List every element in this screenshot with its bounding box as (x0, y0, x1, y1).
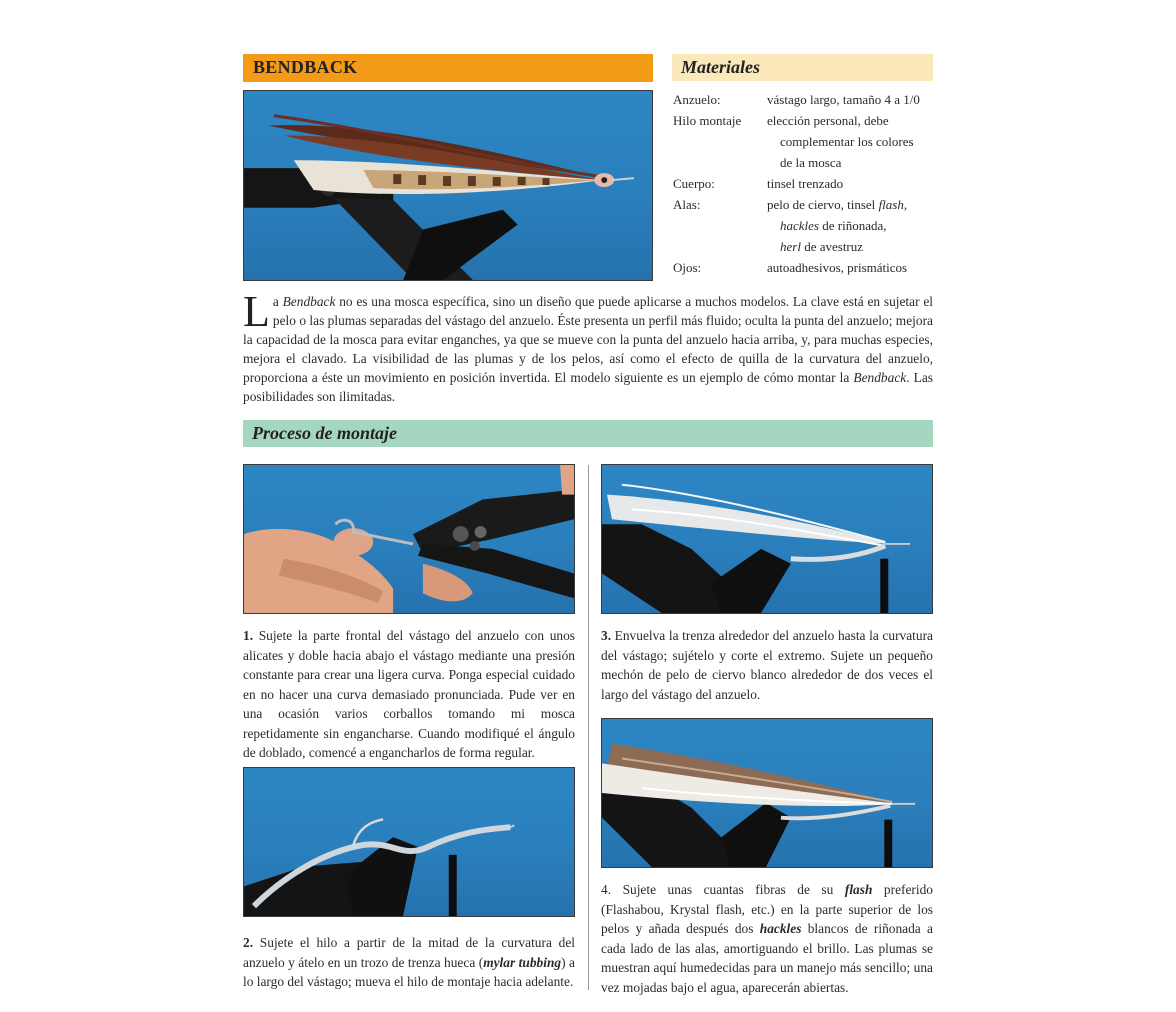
material-row (673, 110, 935, 173)
intro-paragraph: La Bendback no es una mosca específica, sino un diseño que puede aplicarse a muchos modelos. La clave está en sujetar el pelo o las plumas separadas del vástago del anzuelo. Éste presenta un perfil más fluido; oculta la punta del anzuelo; mejora la capacidad de la mosca para evitar enganches, ya que se mueve con la punta del anzuelo hacia arriba, y, para muchas especies, mejora el clavado. La visibilidad de las plumas y de los pelos, así como el efecto de quilla de la curvatura del anzuelo, proporciona a éste un movimiento en posición invertida. El modelo siguiente es un ejemplo de cómo montar la Bendback. Las posibilidades son ilimitadas. (243, 287, 934, 404)
material-key: Hilo montaje (673, 113, 742, 128)
material-value: vástago largo, tamaño 4 a 1/0 (767, 92, 920, 107)
material-key: Cuerpo: (673, 176, 715, 191)
step-3-photo (601, 464, 933, 614)
materials-header (672, 54, 933, 81)
step-2-photo (243, 767, 575, 917)
material-row (673, 89, 935, 110)
material-key: Anzuelo: (673, 92, 721, 107)
material-row (673, 257, 935, 278)
material-value: tinsel trenzado (767, 176, 844, 191)
step-4-text: 4. Sujete unas cuantas fibras de su flash preferido (Flashabou, Krystal flash, etc.) en la parte superior de los pelos y añada después dos hackles blancos de riñonada a cada lado de las alas, amortiguando el brillo. Las plumas se muestran aquí humedecidas para un manejo más sencillo; una vez mojadas bajo el agua, aparecerán abiertas. (601, 882, 933, 995)
column-divider (588, 465, 589, 990)
finished-fly-photo (243, 90, 653, 281)
materials-title: Materiales (681, 57, 760, 77)
material-row (673, 173, 935, 194)
material-row (673, 194, 935, 257)
process-header (243, 420, 933, 447)
drop-cap: L (243, 287, 270, 336)
material-key: Ojos: (673, 260, 702, 275)
process-title: Proceso de montaje (252, 423, 397, 443)
page-title: BENDBACK (253, 57, 358, 77)
step-4-photo (601, 718, 933, 868)
step-2-text: 2. Sujete el hilo a partir de la mitad de la curvatura del anzuelo y átelo en un trozo de trenza hueca (mylar tubbing) a lo largo del vástago; mueva el hilo de montaje hacia adelante. (243, 935, 575, 989)
material-value: elección personal, debe complementar los colores de la mosca (767, 113, 914, 170)
material-value: pelo de ciervo, tinsel flash, hackles de riñonada, herl de avestruz (767, 197, 908, 254)
step-1-text: 1. Sujete la parte frontal del vástago del anzuelo con unos alicates y doble hacia abajo el vástago mediante una presión constante para crear una ligera curva. Ponga especial cuidado en no hacer una curva demasiado pronunciada. Pude ver en una ocasión varios corballos tomando mi mosca repetidamente sin engancharse. Cuando modifiqué el ángulo de doblado, comencé a engancharlos de forma regular. (243, 628, 575, 760)
title-bar (243, 54, 653, 82)
step-3-text: 3. Envuelva la trenza alrededor del anzuelo hasta la curvatura del vástago; sujételo y corte el extremo. Sujete un pequeño mechón de pelo de ciervo blanco alrededor de dos veces el largo del vástago del anzuelo. (601, 628, 933, 702)
material-key: Alas: (673, 197, 701, 212)
materials-list (673, 89, 935, 278)
step-1-photo (243, 464, 575, 614)
material-value: autoadhesivos, prismáticos (767, 260, 908, 275)
